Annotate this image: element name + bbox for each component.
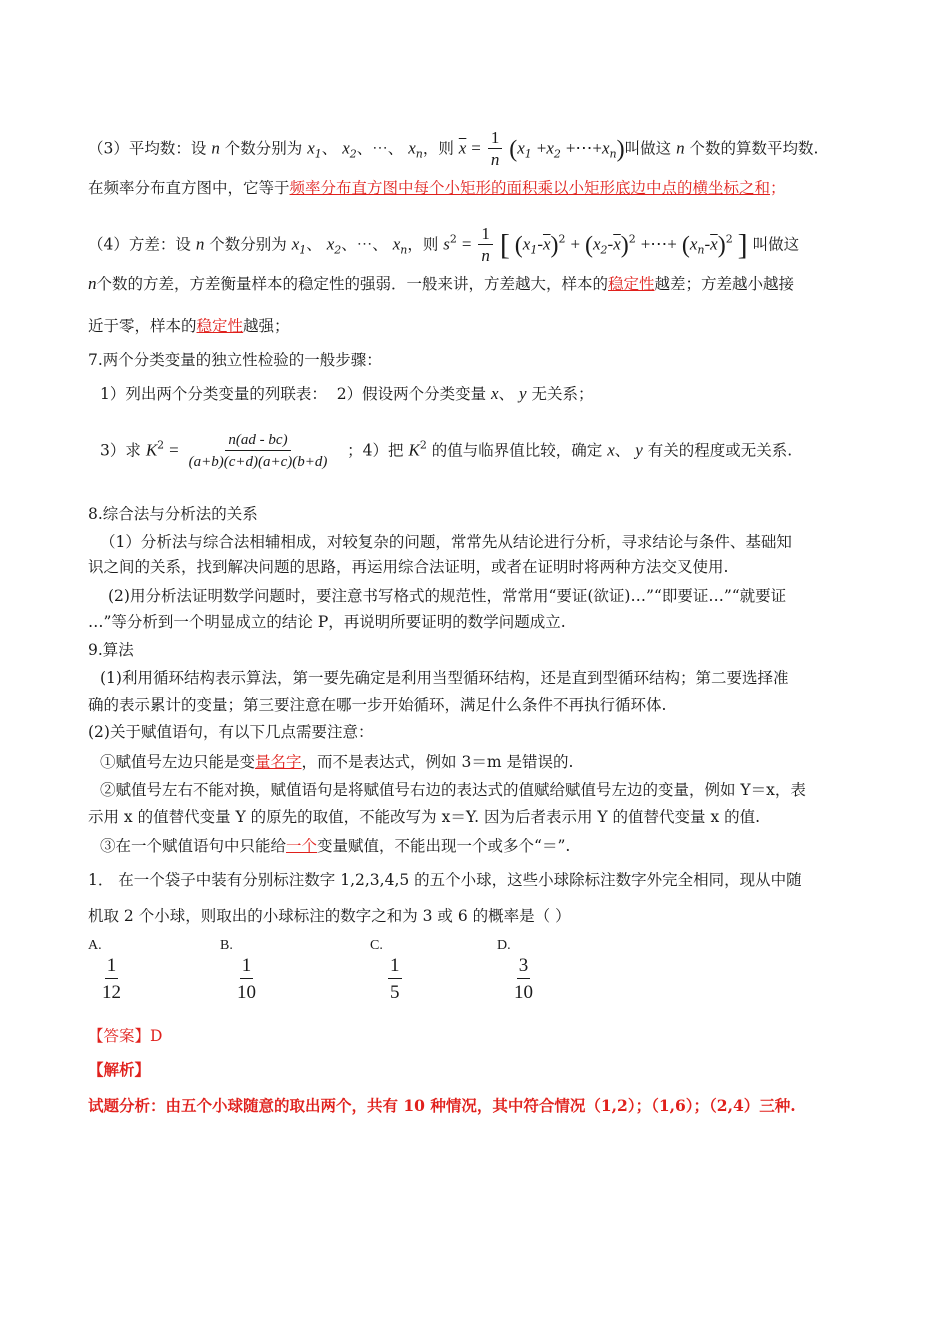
option-a-value: $\frac{1}{12}$: [102, 955, 121, 1003]
section-8-para-2: (2)用分析法证明数学问题时，要注意书写格式的规范性，常常用“要证(欲证)…”“即要证…”“就要证: [108, 587, 787, 605]
chi-square-fraction: $\frac{n(ad - bc)}{(a+b)(c+d)(a+c)(b+d)}$: [188, 432, 328, 470]
option-d-value: $\frac{3}{10}$: [514, 955, 533, 1003]
mean-fraction: $\frac{1}{n}$: [488, 128, 503, 171]
section-9-para-1-cont: 确的表示累计的变量；第三要注意在哪一步开始循环，满足什么条件不再执行循环体.: [88, 696, 667, 714]
section-7-steps-1-2: 1）列出两个分类变量的列联表： 2）假设两个分类变量 x、 y 无关系；: [100, 384, 594, 403]
mean-definition: （3）平均数：设 n 个数分别为 $x_1$、 $x_2$、⋯、 $x_n$，则 $\overline{x}$ = $\frac{1}{n}$ ($x_1 +x_2$ $+\cdots+x_n$)叫做这 n 个数的算数平均数.: [88, 128, 819, 169]
option-a-label: A.: [88, 938, 102, 953]
variance-explanation: n个数的方差，方差衡量样本的稳定性的强弱．一般来讲，方差越大，样本的稳定性越差；方差越小越接: [88, 274, 795, 293]
section-9-para-2: (2)关于赋值语句，有以下几点需要注意：: [88, 723, 374, 741]
variance-explanation-cont: 近于零，样本的稳定性越强；: [88, 317, 290, 335]
assignment-note-1: ①赋值号左边只能是变量名字，而不是表达式，例如 3＝m 是错误的.: [100, 753, 574, 771]
option-c-value: $\frac{1}{5}$: [390, 955, 400, 1003]
question-text: 1． 在一个袋子中装有分别标注数字 1,2,3,4,5 的五个小球，这些小球除标注数字外完全相同，现从中随: [88, 871, 802, 889]
section-8-title: 8.综合法与分析法的关系: [88, 505, 258, 523]
analysis-text: 试题分析：由五个小球随意的取出两个，共有 10 种情况，其中符合情况（1,2）；（1,6）；（2,4）三种.: [88, 1096, 796, 1115]
question-text-cont: 机取 2 个小球，则取出的小球标注的数字之和为 3 或 6 的概率是（ ）: [88, 907, 571, 925]
assignment-note-2-cont: 示用 x 的值替代变量 Y 的原先的取值，不能改写为 x＝Y. 因为后者表示用 Y 的值替代变量 x 的值.: [88, 808, 761, 826]
section-8-para-1: （1）分析法与综合法相辅相成，对较复杂的问题，常常先从结论进行分析，寻求结论与条件、基础知: [100, 533, 792, 551]
option-b-value: $\frac{1}{10}$: [237, 955, 256, 1003]
variance-definition: （4）方差：设 n 个数分别为 $x_1$、 $x_2$、⋯、 $x_n$，则 $s^2$ = $\frac{1}{n}$ [ $(x_1-\overline{x})^2 + (x_2-\overline{x})^2$ +⋯+ $(x_n-\overline{x})^2$ ] 叫做这: [88, 224, 800, 265]
analysis-label: 【解析】: [88, 1060, 151, 1079]
section-9-para-1: (1)利用循环结构表示算法，第一要先确定是利用当型循环结构，还是直到型循环结构；第二要选择准: [100, 669, 789, 687]
section-8-para-2-cont: …”等分析到一个明显成立的结论 P，再说明所要证明的数学问题成立.: [88, 613, 566, 631]
option-b-label: B.: [220, 938, 233, 953]
section-7-title: 7.两个分类变量的独立性检验的一般步骤：: [88, 351, 382, 369]
option-c-label: C.: [370, 938, 383, 953]
section-8-para-1-cont: 识之间的关系，找到解决问题的思路，再运用综合法证明，或者在证明时将两种方法交叉使用.: [88, 558, 729, 576]
option-d-label: D.: [497, 938, 511, 953]
variance-fraction: $\frac{1}{n}$: [478, 224, 493, 267]
assignment-note-3: ③在一个赋值语句中只能给一个变量赋值，不能出现一个或多个“＝”.: [100, 837, 571, 855]
section-9-title: 9.算法: [88, 641, 134, 659]
frequency-histogram-note: 在频率分布直方图中，它等于频率分布直方图中每个小矩形的面积乘以小矩形底边中点的横坐标之和；: [88, 179, 786, 197]
section-7-steps-3-4: 3）求 $K^2$ = $\frac{n(ad - bc)}{(a+b)(c+d)(a+c)(b+d)}$ ；4）把 $K^2$ 的值与临界值比较，确定 x、 y 有关的程度或无关系.: [100, 430, 792, 473]
answer-label: 【答案】D: [88, 1027, 163, 1045]
assignment-note-2: ②赋值号左右不能对换，赋值语句是将赋值号右边的表达式的值赋给赋值号左边的变量，例如 Y＝x，表: [100, 781, 806, 799]
